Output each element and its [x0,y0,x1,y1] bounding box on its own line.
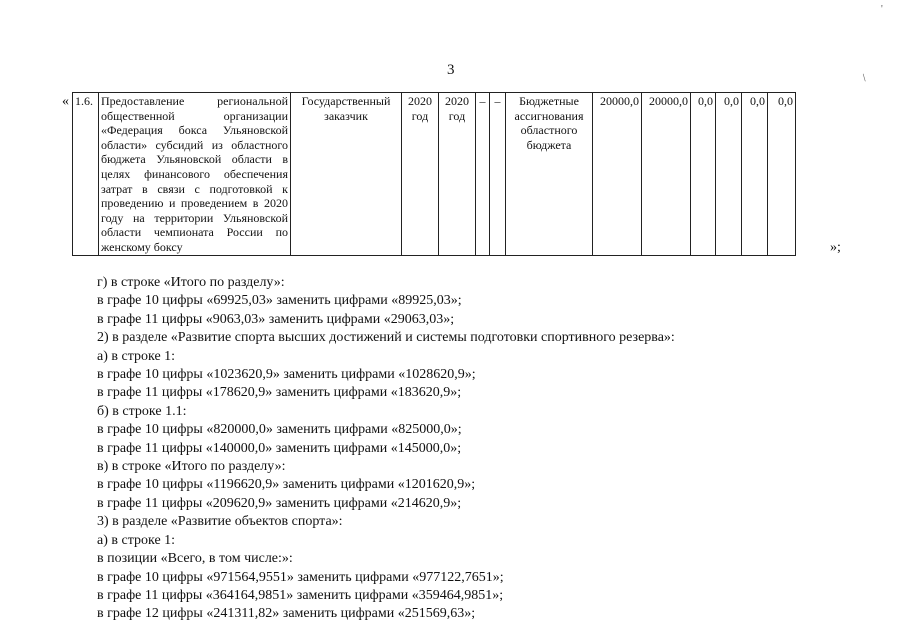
text-line: а) в строке 1: [97,532,176,548]
cell-dash-1: – [476,93,490,256]
cell-dash-2: – [490,93,506,256]
scan-corner-mark: ' [881,4,883,15]
text-line: в графе 10 цифры «971564,9551» заменить цифрами «977122,7651»; [97,569,504,585]
cell-year-2023: 0,0 [742,93,768,256]
cell-year-2020: 20000,0 [642,93,691,256]
amendment-table [72,92,796,256]
cell-end-year: 2020 год [439,93,476,256]
table-row [73,93,796,256]
text-line: г) в строке «Итого по разделу»: [97,275,285,290]
cell-row-number: 1.6. [73,93,99,256]
text-line: в) в строке «Итого по разделу»: [97,459,286,475]
text-line: в графе 11 цифры «140000,0» заменить цифрами «145000,0»; [97,440,462,456]
cell-executor: Государственный заказчик [291,93,402,256]
text-line: 3) в разделе «Развитие объектов спорта»: [97,514,343,530]
opening-quote: « [62,94,69,109]
cell-year-2021: 0,0 [691,93,716,256]
cell-year-2022: 0,0 [716,93,742,256]
cell-start-year: 2020 год [402,93,439,256]
cell-total: 20000,0 [593,93,642,256]
text-line: в графе 12 цифры «241311,82» заменить цифрами «251569,63»; [97,606,476,622]
text-line: в позиции «Всего, в том числе:»: [97,551,293,567]
text-line: в графе 10 цифры «1023620,9» заменить цифрами «1028620,9»; [97,367,476,383]
text-line: в графе 11 цифры «364164,9851» заменить цифрами «359464,9851»; [97,587,504,603]
scan-pen-mark: / [859,72,870,84]
amendment-text [97,274,857,624]
text-line: б) в строке 1.1: [97,403,187,419]
cell-funding-source: Бюджетные ассигнования областного бюджета [506,93,593,256]
text-line: в графе 10 цифры «820000,0» заменить цифрами «825000,0»; [97,422,462,438]
text-line: а) в строке 1: [97,348,176,364]
text-line: в графе 11 цифры «178620,9» заменить цифрами «183620,9»; [97,385,462,401]
text-line: в графе 10 цифры «69925,03» заменить цифрами «89925,03»; [97,293,462,309]
cell-measure-name: Предоставление региональной общественной организации «Федерация бокса Ульяновской области» субсидий из областного бюджета Ульяновской области в целях финансового обеспечения затрат в связи с подготовкой к проведению и проведением в 2020 году на территории Ульяновской области чемпионата России по женскому боксу [99,93,291,256]
text-line: в графе 11 цифры «9063,03» заменить цифрами «29063,03»; [97,311,455,327]
closing-quote: »; [830,240,841,255]
text-line: в графе 10 цифры «1196620,9» заменить цифрами «1201620,9»; [97,477,476,493]
text-line: 2) в разделе «Развитие спорта высших достижений и системы подготовки спортивного резерва»: [97,330,675,346]
page-number: 3 [447,62,455,78]
cell-year-2024: 0,0 [768,93,796,256]
text-line: в графе 11 цифры «209620,9» заменить цифрами «214620,9»; [97,495,462,511]
